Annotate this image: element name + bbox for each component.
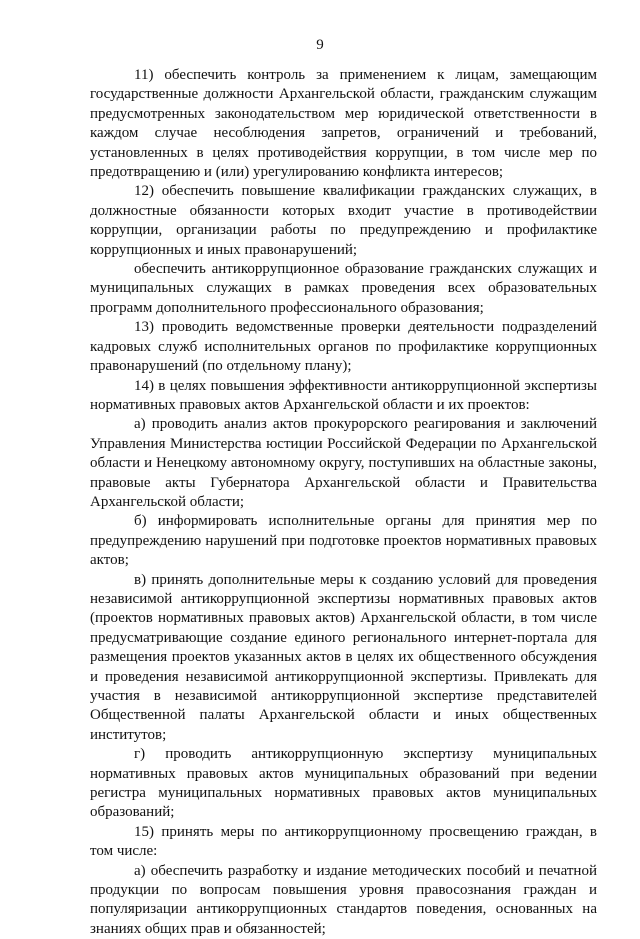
paragraph-item-15: 15) принять меры по антикоррупционному просвещению граждан, в том числе:	[90, 823, 597, 860]
document-body	[90, 66, 597, 939]
paragraph-item-12-continued: обеспечить антикоррупционное образование гражданских служащих и муниципальных служащих в рамках проведения всех образовательных программ дополнительного профессионального образования;	[90, 261, 597, 316]
paragraph-item-14: 14) в целях повышения эффективности антикоррупционной экспертизы нормативных правовых актов Архангельской области и их проектов:	[90, 377, 597, 413]
paragraph-item-14-a: а) проводить анализ актов прокурорского реагирования и заключений Управления Министерства юстиции Российской Федерации по Архангельской области и Ненецкому автономному округу, поступивших на областные законы, правовые акты Губернатора Архангельской области и Правительства Архангельской области;	[90, 416, 597, 510]
paragraph-item-14-b: б) информировать исполнительные органы для принятия мер по предупреждению нарушений при подготовке проектов нормативных правовых актов;	[90, 513, 597, 569]
paragraph-item-14-g: г) проводить антикоррупционную экспертизу муниципальных нормативных правовых актов муниципальных образований при ведении регистра муниципальных нормативных правовых актов муниципальных образований;	[90, 746, 597, 821]
paragraph-item-11: 11) обеспечить контроль за применением к лицам, замещающим государственные должности Архангельской области, гражданским служащим предусмотренных законодательством мер юридической ответственности в каждом случае несоблюдения запретов, ограничений и требований, установленных в целях противодействия коррупции, в том числе мер по предотвращению и (или) урегулированию конфликта интересов;	[90, 67, 597, 181]
page-number: 9	[316, 37, 324, 53]
paragraph-item-13: 13) проводить ведомственные проверки деятельности подразделений кадровых служб исполнительных органов по профилактике коррупционных правонарушений (по отдельному плану);	[90, 319, 597, 375]
paragraph-item-15-a: а) обеспечить разработку и издание методических пособий и печатной продукции по вопросам повышения уровня правосознания граждан и популяризации антикоррупционных стандартов поведения, основанных на знаниях общих прав и обязанностей;	[90, 862, 597, 937]
paragraph-item-14-v: в) принять дополнительные меры к созданию условий для проведения независимой антикоррупционной экспертизы нормативных правовых актов (проектов нормативных правовых актов) Архангельской области, в том числе предусматривающие создание единого регионального интернет-портала для размещения проектов указанных актов в целях их общественного обсуждения и проведения независимой антикоррупционной экспертизы. Привлекать для участия в независимой антикоррупционной экспертизе представителей Общественной палаты Архангельской области и иных общественных институтов;	[90, 571, 597, 743]
paragraph-item-12: 12) обеспечить повышение квалификации гражданских служащих, в должностные обязанности которых входит участие в противодействии коррупции, организации работы по предупреждению и профилактике коррупционных и иных правонарушений;	[90, 183, 597, 258]
